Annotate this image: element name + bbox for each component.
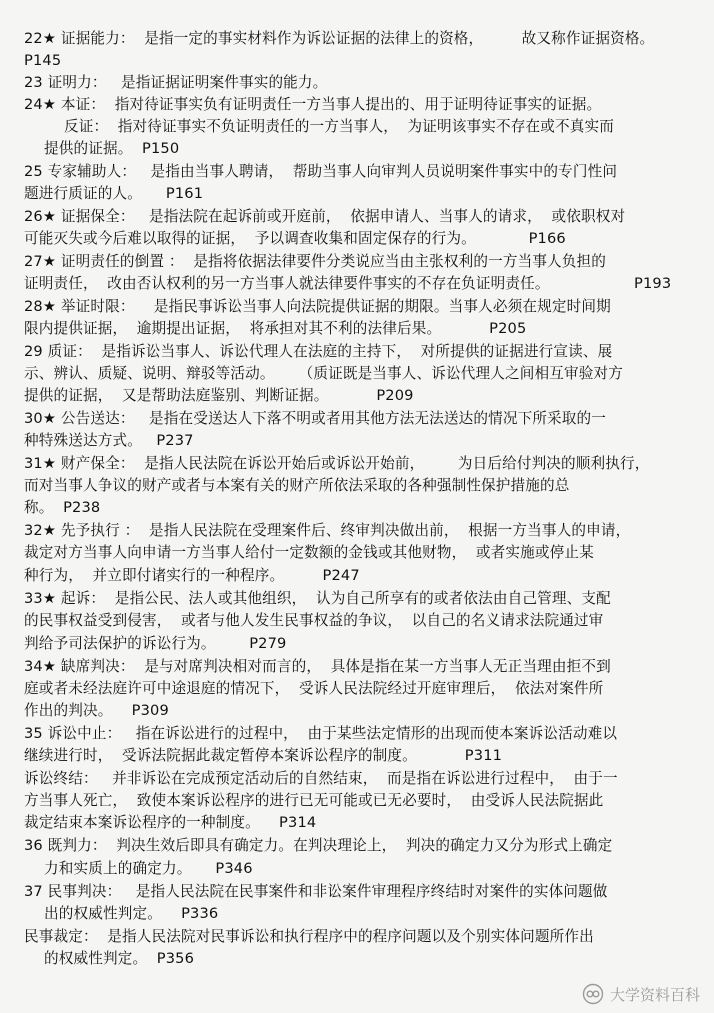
text-line: 27★ 证明责任的倒置 ： 是指将依据法律要件分类说应当由主张权利的一方当事人负担的 [24,253,607,270]
text-line: 方当事人死亡， 致使本案诉讼程序的进行已无可能或已无必要时， 由受诉人民法院据此 [24,792,604,809]
text-line: 出的权威性判定。 P336 [44,905,219,922]
text-line: 题进行质证的人。 P161 [24,185,204,202]
text-line: 民事裁定： 是指人民法院对民事诉讼和执行程序中的程序问题以及个别实体问题所作出 [24,928,594,945]
text-line: 提供的证据， 又是帮助法庭鉴别、判断证据。 P209 [24,387,414,404]
text-line: P145 [24,52,62,69]
text-line: 28★ 举证时限： 是指民事诉讼当事人向法院提供证据的期限。当事人必须在规定时间期 [24,298,611,315]
text-line: 29 质证： 是指诉讼当事人、诉讼代理人在法庭的主持下， 对所提供的证据进行宣读、展 [24,343,613,360]
text-line: 24★ 本证： 指对待证事实负有证明责任一方当事人提出的、用于证明待证事实的证据。 [24,96,602,113]
text-line: 力和实质上的确定力。 P346 [44,860,253,877]
text-line: 的权威性判定。 P356 [44,950,195,967]
text-line: 证明责任， 改由否认权利的另一方当事人就法律要件事实的不存在负证明责任。 [24,275,550,292]
text-line: 示、辨认、质疑、说明、辩驳等活动。 （质证既是当事人、诉讼代理人之间相互审验对方 [24,365,623,382]
text-line: 31★ 财产保全： 是指人民法院在诉讼开始后或诉讼开始前， 为日后给付判决的顺利执行， [24,455,650,472]
text-line: 可能灭失或今后难以取得的证据， 予以调查收集和固定保存的行为。 P166 [24,230,566,247]
text-line: 种行为， 并立即付诸实行的一种程序。 P247 [24,567,360,584]
text-line: 种特殊送达方式。 P237 [24,432,194,449]
text-line: 的民事权益受到侵害， 或者与他人发生民事权益的争议， 以自己的名义请求法院通过审 [24,612,604,629]
text-line: 36 既判力： 判决生效后即具有确定力。在判决理论上， 判决的确定力又分为形式上确定 [24,837,613,854]
text-line: 23 证明力： 是指证据证明案件事实的能力。 [24,74,328,91]
text-line: 反证： 指对待证事实不负证明责任的一方当事人， 为证明该事实不存在或不真实而 [64,118,614,135]
watermark-text: 大学资料百科 [609,985,700,1004]
text-line: 称。 P238 [24,499,101,516]
text-line: 37 民事判决： 是指人民法院在民事案件和非讼案件审理程序终结时对案件的实体问题做 [24,883,608,900]
text-line: 26★ 证据保全： 是指法院在起诉前或开庭前， 依据申请人、当事人的请求， 或依职权对 [24,208,626,225]
text-line: 继续进行时， 受诉法院据此裁定暂停本案诉讼程序的制度。 P311 [24,747,503,764]
text-line: 裁定结束本案诉讼程序的一种制度。 P314 [24,814,317,831]
text-line: 35 诉讼中止： 指在诉讼进行的过程中， 由于某些法定情形的出现而使本案诉讼活动难以 [24,725,618,742]
text-line: 作出的判决。 P309 [24,702,169,719]
text-line: 裁定对方当事人向申请一方当事人给付一定数额的金钱或其他财物， 或者实施或停止某 [24,544,594,561]
text-line: 22★ 证据能力： 是指一定的事实材料作为诉讼证据的法律上的资格， 故又称作证据资格。 [24,30,655,47]
text-line: 而对当事人争议的财产或者与本案有关的财产所依法采取的各种强制性保护措施的总 [24,477,570,494]
text-line: 诉讼终结： 并非诉讼在完成预定活动后的自然结束， 而是指在诉讼进行过程中， 由于一 [24,770,618,787]
text-line: 提供的证据。 P150 [44,140,180,157]
text-line: 34★ 缺席判决： 是与对席判决相对而言的， 具体是指在某一方当事人无正当理由拒不到 [24,658,611,675]
text-line: 30★ 公告送达： 是指在受送达人下落不明或者用其他方法无法送达的情况下所采取的一 [24,410,607,427]
text-line: 庭或者未经法庭许可中途退庭的情况下， 受诉人民法院经过开庭审理后， 依法对案件所 [24,680,604,697]
text-line: 25 专家辅助人： 是指由当事人聘请， 帮助当事人向审判人员说明案件事实中的专门性问 [24,163,618,180]
watermark [582,983,700,1005]
text-line: 32★ 先予执行 ： 是指人民法院在受理案件后、终审判决做出前， 根据一方当事人的申请， [24,522,631,539]
text-line: 33★ 起诉： 是指公民、法人或其他组织， 认为自己所享有的或者依法由自己管理、支配 [24,590,611,607]
wechat-official-account-icon [582,983,604,1005]
text-line: 限内提供证据， 逾期提出证据， 将承担对其不利的法律后果。 P205 [24,320,527,337]
text-line: P193 [634,275,672,292]
text-line: 判给予司法保护的诉讼行为。 P279 [24,635,287,652]
